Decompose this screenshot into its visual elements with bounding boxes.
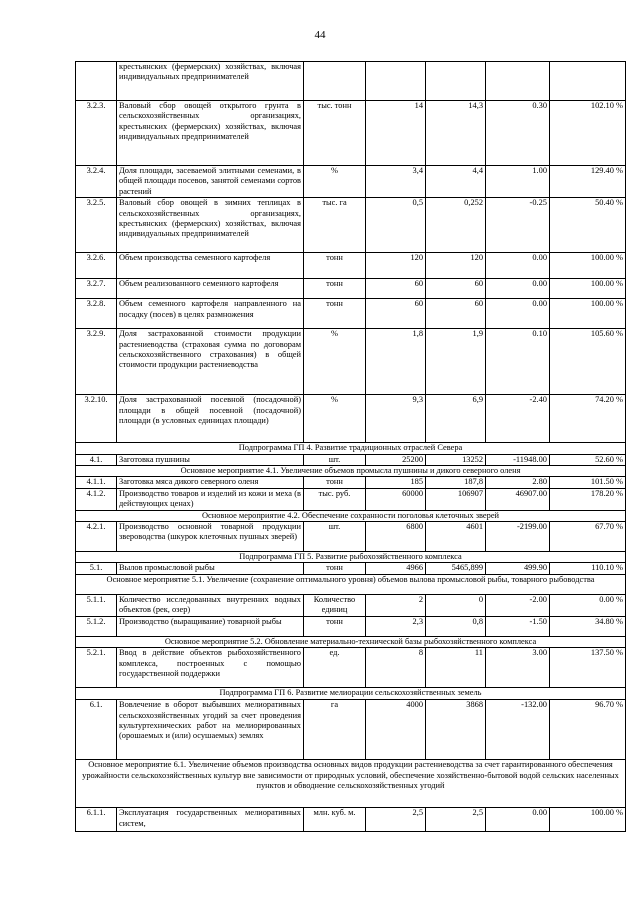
- unit: тыс. руб.: [304, 488, 366, 510]
- planned-value: 4966: [366, 563, 426, 574]
- actual-value: 120: [426, 253, 486, 279]
- deviation: -0.25: [486, 198, 550, 253]
- completion-percent: 52.60 %: [550, 454, 626, 465]
- deviation: -11948.00: [486, 454, 550, 465]
- row-number: 3.2.8.: [76, 299, 117, 329]
- table-row: [76, 700, 626, 760]
- table-row: [76, 616, 626, 636]
- indicator-name: Объем производства семенного картофеля: [117, 253, 304, 279]
- section-title: Основное мероприятие 6.1. Увеличение объемов производства основных видов продукции растениеводства за счет гарантированного обеспечения урожайности сельскохозяйственных культур вне зависимости от природных условий, обеспечение хозяйственно-бытовой водой сельских населенных пунктов и обводнение сельскохозяйственных угодий: [76, 760, 626, 808]
- row-number: 3.2.7.: [76, 279, 117, 299]
- actual-value: 0: [426, 594, 486, 616]
- table-row: [76, 808, 626, 832]
- completion-percent: 67.70 %: [550, 522, 626, 552]
- row-number: 3.2.10.: [76, 395, 117, 443]
- planned-value: 1,8: [366, 329, 426, 395]
- unit: %: [304, 395, 366, 443]
- table-row: [76, 299, 626, 329]
- deviation: -1.50: [486, 616, 550, 636]
- indicator-name: Производство основной товарной продукции звероводства (шкурок клеточных пушных зверей): [117, 522, 304, 552]
- row-number: 4.1.: [76, 454, 117, 465]
- table-row: [76, 454, 626, 465]
- actual-value: 60: [426, 299, 486, 329]
- planned-value: 3,4: [366, 166, 426, 198]
- section-row: [76, 760, 626, 808]
- planned-value: 2,5: [366, 808, 426, 832]
- section-row: [76, 636, 626, 647]
- unit: тыс. га: [304, 198, 366, 253]
- actual-value: 2,5: [426, 808, 486, 832]
- table-row: [76, 279, 626, 299]
- unit: шт.: [304, 454, 366, 465]
- table-row: [76, 488, 626, 510]
- actual-value: 0,252: [426, 198, 486, 253]
- planned-value: 60000: [366, 488, 426, 510]
- completion-percent: 0.00 %: [550, 594, 626, 616]
- row-number: 4.1.2.: [76, 488, 117, 510]
- deviation: [486, 62, 550, 101]
- indicator-name: Заготовка пушнины: [117, 454, 304, 465]
- completion-percent: 74.20 %: [550, 395, 626, 443]
- planned-value: 4000: [366, 700, 426, 760]
- planned-value: 2: [366, 594, 426, 616]
- actual-value: 5465,899: [426, 563, 486, 574]
- row-number: 4.1.1.: [76, 477, 117, 488]
- indicator-name: Доля застрахованной посевной (посадочной) площади в общей посевной (посадочной) площади (в условных единицах площади): [117, 395, 304, 443]
- table-row: [76, 522, 626, 552]
- planned-value: [366, 62, 426, 101]
- actual-value: 14,3: [426, 101, 486, 166]
- deviation: 0.00: [486, 299, 550, 329]
- indicator-name: Объем реализованного семенного картофеля: [117, 279, 304, 299]
- unit: тонн: [304, 279, 366, 299]
- section-title: Подпрограмма ГП 5. Развитие рыбохозяйственного комплекса: [76, 552, 626, 563]
- actual-value: 0,8: [426, 616, 486, 636]
- unit: %: [304, 166, 366, 198]
- indicator-name: Вовлечение в оборот выбывших мелиоративных сельскохозяйственных угодий за счет проведения культуртехнических работ на мелиорированных (орошаемых и (или) осушаемых) землях: [117, 700, 304, 760]
- section-title: Основное мероприятие 5.2. Обновление материально-технической базы рыбохозяйственного комплекса: [76, 636, 626, 647]
- planned-value: 6800: [366, 522, 426, 552]
- actual-value: 11: [426, 648, 486, 688]
- actual-value: 187,8: [426, 477, 486, 488]
- row-number: 3.2.9.: [76, 329, 117, 395]
- row-number: 3.2.4.: [76, 166, 117, 198]
- planned-value: 120: [366, 253, 426, 279]
- unit: [304, 62, 366, 101]
- unit: га: [304, 700, 366, 760]
- completion-percent: 102.10 %: [550, 101, 626, 166]
- indicator-name: Производство товаров и изделий из кожи и меха (в действующих ценах): [117, 488, 304, 510]
- completion-percent: 100.00 %: [550, 808, 626, 832]
- row-number: 3.2.5.: [76, 198, 117, 253]
- table-row: [76, 101, 626, 166]
- deviation: 0.30: [486, 101, 550, 166]
- completion-percent: 100.00 %: [550, 253, 626, 279]
- completion-percent: 96.70 %: [550, 700, 626, 760]
- row-number: 5.1.1.: [76, 594, 117, 616]
- indicators-table: [75, 61, 626, 832]
- table-row: [76, 62, 626, 101]
- planned-value: 14: [366, 101, 426, 166]
- deviation: -2199.00: [486, 522, 550, 552]
- section-row: [76, 466, 626, 477]
- deviation: -2.00: [486, 594, 550, 616]
- row-number: 5.2.1.: [76, 648, 117, 688]
- completion-percent: 100.00 %: [550, 279, 626, 299]
- deviation: 3.00: [486, 648, 550, 688]
- actual-value: [426, 62, 486, 101]
- section-title: Основное мероприятие 4.1. Увеличение объемов промысла пушнины и дикого северного оленя: [76, 466, 626, 477]
- table-row: [76, 166, 626, 198]
- table-row: [76, 594, 626, 616]
- indicator-name: Производство (выращивание) товарной рыбы: [117, 616, 304, 636]
- actual-value: 4,4: [426, 166, 486, 198]
- table-row: [76, 253, 626, 279]
- indicator-name: Валовый сбор овощей открытого грунта в сельскохозяйственных организациях, крестьянских (фермерских) хозяйствах, включая индивидуальных предпринимателей: [117, 101, 304, 166]
- unit: шт.: [304, 522, 366, 552]
- indicator-name: Доля застрахованной стоимости продукции растениеводства (страховая сумма по договорам сельскохозяйственного страхования) в общей стоимости продукции растениеводства: [117, 329, 304, 395]
- section-title: Подпрограмма ГП 6. Развитие мелиорации сельскохозяйственных земель: [76, 688, 626, 700]
- planned-value: 185: [366, 477, 426, 488]
- row-number: 5.1.2.: [76, 616, 117, 636]
- table-row: [76, 563, 626, 574]
- table-row: [76, 477, 626, 488]
- deviation: 1.00: [486, 166, 550, 198]
- indicator-name: Ввод в действие объектов рыбохозяйственного комплекса, построенных с помощью государственной поддержки: [117, 648, 304, 688]
- unit: ед.: [304, 648, 366, 688]
- completion-percent: 50.40 %: [550, 198, 626, 253]
- deviation: -2.40: [486, 395, 550, 443]
- indicator-name: Эксплуатация государственных мелиоративных систем,: [117, 808, 304, 832]
- unit: %: [304, 329, 366, 395]
- planned-value: 8: [366, 648, 426, 688]
- deviation: -132.00: [486, 700, 550, 760]
- indicator-name: Валовый сбор овощей в зимних теплицах в сельскохозяйственных организациях, крестьянских (фермерских) хозяйствах, включая индивидуальных предпринимателей: [117, 198, 304, 253]
- indicator-name: крестьянских (фермерских) хозяйствах, включая индивидуальных предпринимателей: [117, 62, 304, 101]
- planned-value: 2,3: [366, 616, 426, 636]
- planned-value: 25200: [366, 454, 426, 465]
- row-number: 3.2.6.: [76, 253, 117, 279]
- deviation: 0.00: [486, 253, 550, 279]
- section-row: [76, 443, 626, 454]
- row-number: [76, 62, 117, 101]
- deviation: 2.80: [486, 477, 550, 488]
- deviation: 0.00: [486, 808, 550, 832]
- actual-value: 60: [426, 279, 486, 299]
- indicator-name: Доля площади, засеваемой элитными семенами, в общей площади посевов, занятой семенами сортов растений: [117, 166, 304, 198]
- actual-value: 6,9: [426, 395, 486, 443]
- section-title: Подпрограмма ГП 4. Развитие традиционных отраслей Севера: [76, 443, 626, 454]
- planned-value: 9,3: [366, 395, 426, 443]
- unit: тонн: [304, 253, 366, 279]
- deviation: 0.00: [486, 279, 550, 299]
- completion-percent: 137.50 %: [550, 648, 626, 688]
- unit: тонн: [304, 563, 366, 574]
- planned-value: 60: [366, 279, 426, 299]
- indicator-name: Вылов промысловой рыбы: [117, 563, 304, 574]
- completion-percent: [550, 62, 626, 101]
- table-row: [76, 329, 626, 395]
- completion-percent: 100.00 %: [550, 299, 626, 329]
- row-number: 3.2.3.: [76, 101, 117, 166]
- unit: тонн: [304, 299, 366, 329]
- page-number: 44: [314, 29, 326, 41]
- row-number: 5.1.: [76, 563, 117, 574]
- indicator-name: Заготовка мяса дикого северного оленя: [117, 477, 304, 488]
- deviation: 46907.00: [486, 488, 550, 510]
- unit: тыс. тонн: [304, 101, 366, 166]
- row-number: 6.1.: [76, 700, 117, 760]
- completion-percent: 105.60 %: [550, 329, 626, 395]
- planned-value: 60: [366, 299, 426, 329]
- table-row: [76, 198, 626, 253]
- completion-percent: 129.40 %: [550, 166, 626, 198]
- section-row: [76, 574, 626, 594]
- unit: Количество единиц: [304, 594, 366, 616]
- table-row: [76, 648, 626, 688]
- deviation: 0.10: [486, 329, 550, 395]
- planned-value: 0,5: [366, 198, 426, 253]
- section-row: [76, 552, 626, 563]
- actual-value: 106907: [426, 488, 486, 510]
- row-number: 4.2.1.: [76, 522, 117, 552]
- indicator-name: Объем семенного картофеля направленного на посадку (посев) в целях размножения: [117, 299, 304, 329]
- indicator-name: Количество исследованных внутренних водных объектов (рек, озер): [117, 594, 304, 616]
- actual-value: 13252: [426, 454, 486, 465]
- actual-value: 1,9: [426, 329, 486, 395]
- unit: млн. куб. м.: [304, 808, 366, 832]
- actual-value: 3868: [426, 700, 486, 760]
- actual-value: 4601: [426, 522, 486, 552]
- section-title: Основное мероприятие 5.1. Увеличение (сохранение оптимального уровня) объемов вылова промысловой рыбы, товарного рыбоводства: [76, 574, 626, 594]
- unit: тонн: [304, 477, 366, 488]
- unit: тонн: [304, 616, 366, 636]
- completion-percent: 34.80 %: [550, 616, 626, 636]
- section-title: Основное мероприятие 4.2. Обеспечение сохранности поголовья клеточных зверей: [76, 510, 626, 521]
- completion-percent: 178.20 %: [550, 488, 626, 510]
- section-row: [76, 510, 626, 521]
- completion-percent: 101.50 %: [550, 477, 626, 488]
- row-number: 6.1.1.: [76, 808, 117, 832]
- deviation: 499.90: [486, 563, 550, 574]
- completion-percent: 110.10 %: [550, 563, 626, 574]
- table-row: [76, 395, 626, 443]
- section-row: [76, 688, 626, 700]
